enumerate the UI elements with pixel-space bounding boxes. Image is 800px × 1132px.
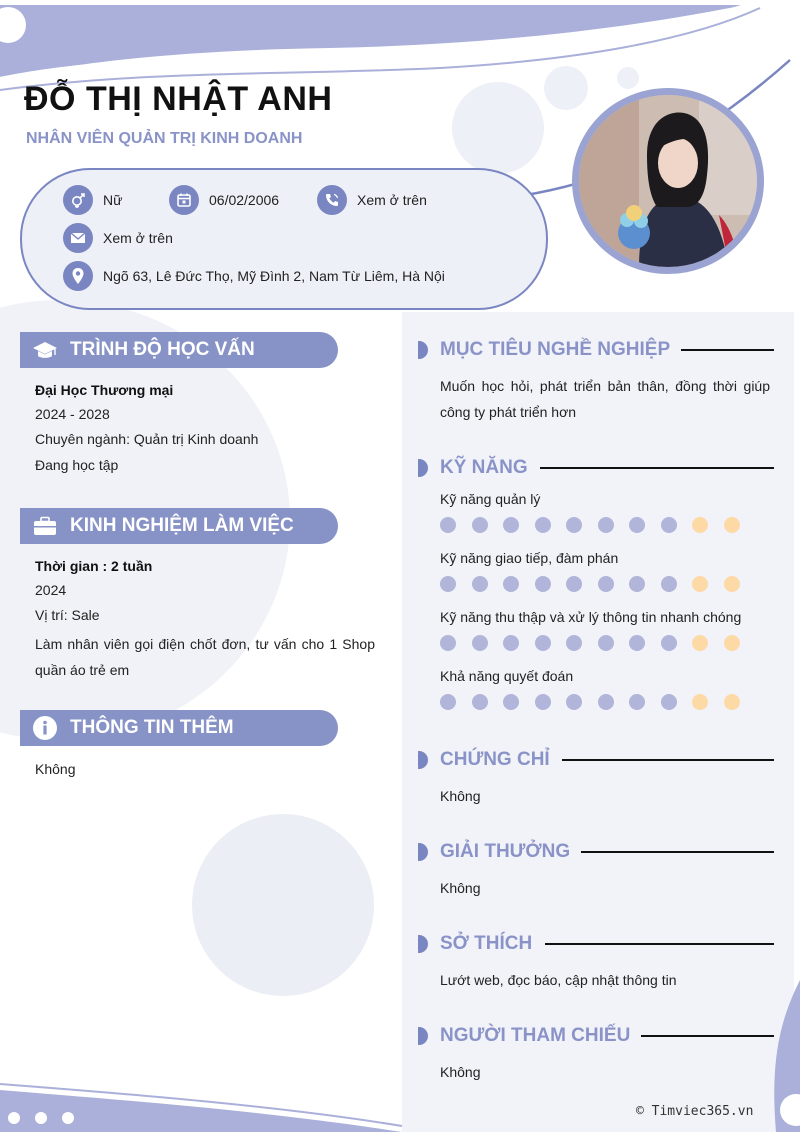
rating-dot-filled [440, 694, 456, 710]
education-school: Đại Học Thương mại [35, 382, 174, 398]
rating-dot-filled [535, 576, 551, 592]
address-field [63, 261, 445, 291]
rating-dot-filled [503, 694, 519, 710]
certificates-heading-text: CHỨNG CHỈ [440, 749, 550, 770]
rating-dot-empty [692, 517, 708, 533]
rating-dot-empty [724, 517, 740, 533]
calendar-icon [169, 185, 199, 215]
skill-rating [440, 694, 755, 710]
rating-dot-filled [440, 517, 456, 533]
graduation-cap-icon [20, 340, 70, 360]
gender-field [63, 185, 122, 215]
rating-dot-filled [472, 635, 488, 651]
rating-dot-filled [661, 576, 677, 592]
section-marker [418, 341, 428, 359]
references-heading-text: NGƯỜI THAM CHIẾU [440, 1025, 631, 1046]
certificates-rule [562, 759, 774, 761]
section-marker [418, 1027, 428, 1045]
rating-dot-filled [661, 694, 677, 710]
education-major: Chuyên ngành: Quản trị Kinh doanh [35, 431, 259, 447]
rating-dot-filled [535, 517, 551, 533]
rating-dot-filled [598, 517, 614, 533]
avatar [579, 95, 757, 267]
info-icon [20, 715, 70, 741]
experience-heading-text: KINH NGHIỆM LÀM VIỆC [70, 515, 294, 536]
rating-dot-empty [724, 576, 740, 592]
phone-value: Xem ở trên [357, 192, 427, 208]
awards-heading [418, 840, 570, 864]
awards-rule [581, 851, 774, 853]
section-marker [418, 935, 428, 953]
section-marker [418, 751, 428, 769]
certificates-heading [418, 748, 550, 772]
experience-description: Làm nhân viên gọi điện chốt đơn, tư vấn cho 1 Shop quần áo trẻ em [35, 636, 375, 678]
rating-dot-empty [724, 694, 740, 710]
email-field [63, 223, 173, 253]
awards-heading-text: GIẢI THƯỞNG [440, 841, 571, 862]
rating-dot-filled [503, 635, 519, 651]
gender-icon [63, 185, 93, 215]
hobbies-rule [545, 943, 774, 945]
skills-heading-text: KỸ NĂNG [440, 457, 528, 478]
experience-role: Vị trí: Sale [35, 607, 100, 623]
awards-text: Không [440, 880, 481, 896]
address-value: Ngõ 63, Lê Đức Thọ, Mỹ Đình 2, Nam Từ Liêm, Hà Nội [103, 268, 445, 284]
rating-dot-filled [661, 517, 677, 533]
rating-dot-filled [535, 694, 551, 710]
rating-dot-filled [566, 635, 582, 651]
skill-name: Khả năng quyết đoán [440, 668, 574, 684]
rating-dot-filled [598, 576, 614, 592]
certificates-text: Không [440, 788, 481, 804]
rating-dot-filled [440, 635, 456, 651]
candidate-name: ĐỖ THỊ NHẬT ANH [24, 80, 333, 118]
decor-circle [192, 814, 374, 996]
experience-duration: Thời gian : 2 tuần [35, 558, 153, 574]
hobbies-heading [418, 932, 532, 956]
references-rule [641, 1035, 774, 1037]
section-marker [418, 843, 428, 861]
rating-dot-empty [692, 694, 708, 710]
references-text: Không [440, 1064, 481, 1080]
right-corner-wave [760, 980, 800, 1132]
rating-dot-filled [472, 576, 488, 592]
email-value: Xem ở trên [103, 230, 173, 246]
rating-dot-empty [724, 635, 740, 651]
references-heading [418, 1024, 630, 1048]
rating-dot-filled [566, 576, 582, 592]
rating-dot-filled [503, 576, 519, 592]
rating-dot-filled [566, 517, 582, 533]
rating-dot-filled [598, 635, 614, 651]
skills-rule [540, 467, 774, 469]
birthday-value: 06/02/2006 [209, 192, 280, 208]
rating-dot-filled [535, 635, 551, 651]
phone-field [317, 185, 427, 215]
experience-year: 2024 [35, 582, 67, 598]
skill-rating [440, 517, 755, 533]
education-status: Đang học tập [35, 457, 119, 473]
rating-dot-filled [629, 576, 645, 592]
rating-dot-filled [472, 517, 488, 533]
rating-dot-empty [692, 576, 708, 592]
objective-rule [681, 349, 774, 351]
rating-dot-filled [598, 694, 614, 710]
objective-heading [418, 338, 670, 362]
skill-rating [440, 576, 755, 592]
hobbies-heading-text: SỞ THÍCH [440, 933, 533, 954]
extra-info-heading [20, 710, 338, 746]
rating-dot-filled [629, 635, 645, 651]
briefcase-icon [20, 516, 70, 536]
objective-text: Muốn học hỏi, phát triển bản thân, đồng thời giúp công ty phát triển hơn [440, 378, 770, 420]
gender-value: Nữ [103, 192, 123, 208]
skill-name: Kỹ năng quản lý [440, 491, 541, 507]
rating-dot-filled [661, 635, 677, 651]
right-column-background [402, 312, 794, 1132]
skill-rating [440, 635, 755, 651]
footer-credit: © Timviec365.vn [636, 1104, 754, 1119]
rating-dot-filled [503, 517, 519, 533]
objective-heading-text: MỤC TIÊU NGHỀ NGHIỆP [440, 339, 671, 360]
rating-dot-filled [629, 517, 645, 533]
phone-icon [317, 185, 347, 215]
rating-dot-filled [629, 694, 645, 710]
section-marker [418, 459, 428, 477]
extra-info-heading-text: THÔNG TIN THÊM [70, 717, 234, 738]
education-years: 2024 - 2028 [35, 406, 110, 422]
job-title: NHÂN VIÊN QUẢN TRỊ KINH DOANH [26, 130, 303, 147]
rating-dot-filled [472, 694, 488, 710]
mail-icon [63, 223, 93, 253]
rating-dot-filled [566, 694, 582, 710]
education-heading-text: TRÌNH ĐỘ HỌC VẤN [70, 339, 255, 360]
hobbies-text: Lướt web, đọc báo, cập nhật thông tin [440, 972, 677, 988]
education-heading [20, 332, 338, 368]
experience-heading [20, 508, 338, 544]
skill-name: Kỹ năng thu thập và xử lý thông tin nhanh chóng [440, 609, 742, 625]
skill-name: Kỹ năng giao tiếp, đàm phán [440, 550, 619, 566]
location-pin-icon [63, 261, 93, 291]
birthday-field [169, 185, 279, 215]
skills-heading [418, 456, 528, 480]
extra-info-text: Không [35, 761, 76, 777]
rating-dot-filled [440, 576, 456, 592]
rating-dot-empty [692, 635, 708, 651]
